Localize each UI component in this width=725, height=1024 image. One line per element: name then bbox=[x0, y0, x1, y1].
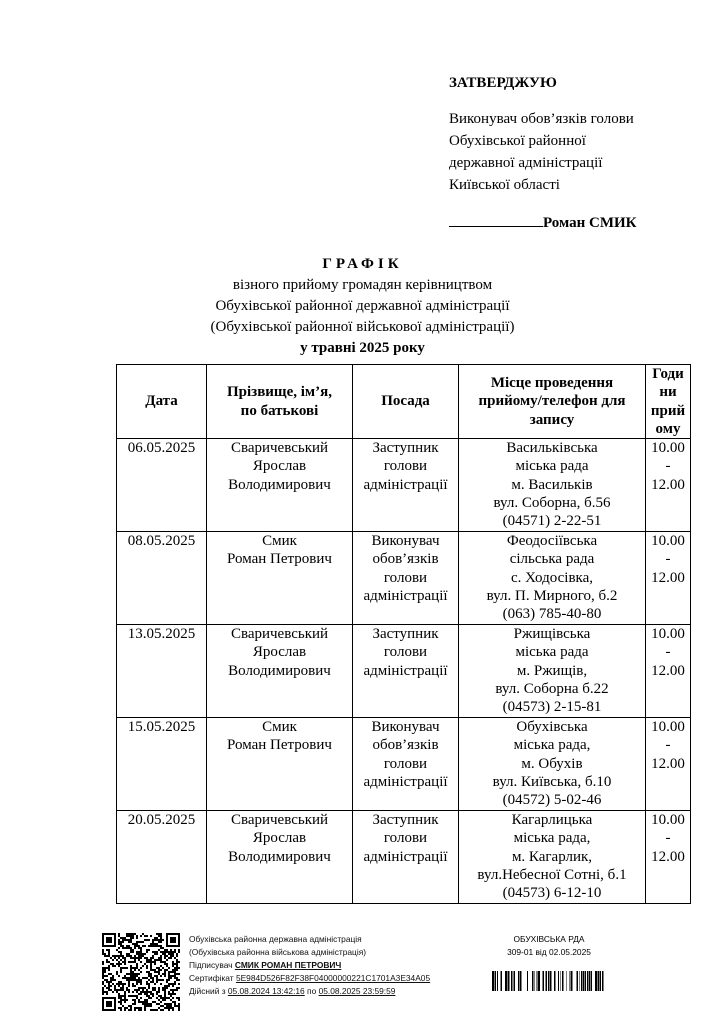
row-time-line: - bbox=[665, 458, 671, 475]
signer-label: Підписувач bbox=[189, 960, 233, 970]
row-name bbox=[207, 718, 353, 811]
row-date: 08.05.2025 bbox=[117, 532, 207, 625]
table-header-row bbox=[117, 365, 691, 439]
row-date: 06.05.2025 bbox=[117, 439, 207, 532]
row-place-line: (063) 785-40-80 bbox=[502, 606, 602, 623]
document-title: ГРАФІК bbox=[322, 256, 403, 272]
heading-line: Обухівської районної державної адміністрації bbox=[215, 298, 510, 314]
header-place bbox=[459, 365, 646, 439]
heading-period: у травні 2025 року bbox=[300, 340, 425, 356]
row-place-line: міська рада bbox=[515, 458, 589, 475]
row-time-line: 12.00 bbox=[651, 848, 685, 865]
row-place bbox=[459, 532, 646, 625]
row-position-line: голови bbox=[383, 830, 428, 847]
row-place-line: вул. Київська, б.10 bbox=[492, 774, 612, 791]
row-date: 20.05.2025 bbox=[117, 811, 207, 904]
signature-signer-line bbox=[189, 959, 430, 972]
row-position-line: адміністрації bbox=[363, 476, 448, 493]
row-place-line: (04573) 6-12-10 bbox=[502, 885, 602, 902]
row-time bbox=[646, 811, 691, 904]
row-date: 13.05.2025 bbox=[117, 625, 207, 718]
row-name-line: Володимирович bbox=[228, 662, 331, 679]
row-time-line: 10.00 bbox=[651, 533, 685, 550]
row-place bbox=[459, 811, 646, 904]
row-place bbox=[459, 625, 646, 718]
header-place-line: запису bbox=[529, 411, 575, 428]
header-place-line: Місце проведення bbox=[490, 375, 614, 392]
qr-code bbox=[102, 933, 180, 1011]
signature-cert-line bbox=[189, 972, 430, 985]
cert-label: Сертифікат bbox=[189, 973, 234, 983]
header-time-line: ни bbox=[659, 384, 677, 401]
signature-org-line: Обухівська районна державна адміністрація bbox=[189, 934, 362, 944]
signature-info bbox=[189, 933, 430, 998]
row-name-line: Володимирович bbox=[228, 476, 331, 493]
row-name-line: Володимирович bbox=[228, 848, 331, 865]
row-name-line: Сваричевський bbox=[230, 440, 329, 457]
row-name-line: Ярослав bbox=[252, 644, 307, 661]
row-position-line: адміністрації bbox=[363, 588, 448, 605]
row-position bbox=[353, 718, 459, 811]
row-time-line: 12.00 bbox=[651, 476, 685, 493]
schedule-table bbox=[116, 364, 691, 904]
registration-info bbox=[490, 933, 608, 959]
row-position bbox=[353, 811, 459, 904]
row-place bbox=[459, 718, 646, 811]
row-time-line: - bbox=[665, 737, 671, 754]
header-date: Дата bbox=[117, 365, 207, 439]
row-time-line: 12.00 bbox=[651, 755, 685, 772]
valid-label: Дійсний з bbox=[189, 986, 226, 996]
row-place-line: Обухівська bbox=[516, 719, 588, 736]
row-place-line: (04571) 2-22-51 bbox=[502, 513, 602, 530]
approval-title: ЗАТВЕРДЖУЮ bbox=[449, 75, 557, 91]
table-row bbox=[117, 625, 691, 718]
header-name-line: по батькові bbox=[240, 402, 319, 419]
row-place-line: міська рада, bbox=[513, 737, 591, 754]
row-position-line: обов’язків bbox=[372, 737, 439, 754]
row-time-line: - bbox=[665, 644, 671, 661]
cert-value: 5E984D526F82F38F04000000221C1701A3E34A05 bbox=[235, 973, 431, 983]
row-name bbox=[207, 439, 353, 532]
table-body bbox=[117, 439, 691, 904]
row-position-line: голови bbox=[383, 458, 428, 475]
table-row bbox=[117, 439, 691, 532]
row-time-line: 10.00 bbox=[651, 812, 685, 829]
row-time bbox=[646, 532, 691, 625]
row-position-line: обов’язків bbox=[372, 551, 439, 568]
row-time bbox=[646, 625, 691, 718]
row-place-line: Кагарлицька bbox=[511, 812, 593, 829]
row-place-line: сільська рада bbox=[509, 551, 595, 568]
e-signature-stamp bbox=[0, 925, 725, 1020]
valid-to-label: по bbox=[307, 986, 317, 996]
registration-org: ОБУХІВСЬКА РДА bbox=[513, 934, 585, 944]
header-time-line: ому bbox=[655, 420, 681, 437]
header-name-line: Прізвище, ім’я, bbox=[226, 384, 332, 401]
row-place-line: (04572) 5-02-46 bbox=[502, 792, 602, 809]
table-row bbox=[117, 532, 691, 625]
row-place-line: м. Васильків bbox=[511, 476, 593, 493]
row-name-line: Смик bbox=[262, 533, 297, 550]
row-place-line: вул. П. Мирного, б.2 bbox=[486, 588, 618, 605]
row-place-line: м. Кагарлик, bbox=[511, 848, 593, 865]
row-position bbox=[353, 625, 459, 718]
row-name bbox=[207, 811, 353, 904]
row-position-line: Заступник bbox=[372, 440, 439, 457]
header-position: Посада bbox=[353, 365, 459, 439]
header-time-line: прий bbox=[650, 402, 686, 419]
row-position-line: голови bbox=[383, 569, 428, 586]
approval-line: Київської області bbox=[449, 177, 560, 193]
row-place-line: м. Обухів bbox=[521, 755, 583, 772]
row-time-line: 12.00 bbox=[651, 569, 685, 586]
row-position-line: адміністрації bbox=[363, 848, 448, 865]
row-position-line: Виконувач bbox=[371, 533, 440, 550]
row-name-line: Роман Петрович bbox=[227, 551, 332, 568]
row-time-line: - bbox=[665, 830, 671, 847]
row-place-line: вул. Соборна, б.56 bbox=[493, 495, 611, 512]
header-time-line: Годи bbox=[652, 366, 684, 382]
table-row bbox=[117, 718, 691, 811]
row-time bbox=[646, 718, 691, 811]
row-place bbox=[459, 439, 646, 532]
row-time-line: 10.00 bbox=[651, 626, 685, 643]
valid-to: 05.08.2025 23:59:59 bbox=[318, 986, 396, 996]
row-name-line: Смик bbox=[262, 719, 297, 736]
heading-line: візного прийому громадян керівництвом bbox=[232, 277, 493, 293]
row-place-line: с. Ходосівка, bbox=[511, 569, 593, 586]
row-name-line: Ярослав bbox=[252, 458, 307, 475]
approval-block bbox=[449, 72, 637, 234]
row-time-line: - bbox=[665, 551, 671, 568]
approval-signature bbox=[449, 212, 637, 234]
row-place-line: міська рада, bbox=[513, 830, 591, 847]
row-position-line: голови bbox=[383, 755, 428, 772]
row-name-line: Роман Петрович bbox=[227, 737, 332, 754]
signature-line bbox=[449, 212, 543, 227]
row-name bbox=[207, 532, 353, 625]
barcode bbox=[492, 971, 608, 991]
row-place-line: Феодосіївська bbox=[506, 533, 598, 550]
row-position-line: голови bbox=[383, 644, 428, 661]
row-position bbox=[353, 439, 459, 532]
row-position bbox=[353, 532, 459, 625]
row-time-line: 10.00 bbox=[651, 440, 685, 457]
row-name-line: Сваричевський bbox=[230, 626, 329, 643]
approval-line: державної адміністрації bbox=[449, 155, 603, 171]
row-time bbox=[646, 439, 691, 532]
signature-org-line: (Обухівська районна військова адміністрація) bbox=[189, 947, 367, 957]
row-place-line: вул.Небесної Сотні, б.1 bbox=[477, 867, 627, 884]
row-time-line: 12.00 bbox=[651, 662, 685, 679]
header-name bbox=[207, 365, 353, 439]
signature-valid-line bbox=[189, 985, 430, 998]
row-name-line: Ярослав bbox=[252, 830, 307, 847]
row-position-line: адміністрації bbox=[363, 662, 448, 679]
row-name-line: Сваричевський bbox=[230, 812, 329, 829]
approval-line: Обухівської районної bbox=[449, 133, 586, 149]
row-date: 15.05.2025 bbox=[117, 718, 207, 811]
row-position-line: Виконувач bbox=[371, 719, 440, 736]
header-time bbox=[646, 365, 691, 439]
row-position-line: адміністрації bbox=[363, 774, 448, 791]
row-place-line: м. Ржищів, bbox=[516, 662, 588, 679]
signer-name: СМИК РОМАН ПЕТРОВИЧ bbox=[234, 960, 342, 970]
approval-signer: Роман СМИК bbox=[543, 215, 637, 231]
heading-line: (Обухівської районної військової адміністрації) bbox=[210, 319, 515, 335]
table-row bbox=[117, 811, 691, 904]
document-heading bbox=[0, 254, 725, 359]
row-place-line: Васильківська bbox=[506, 440, 598, 457]
row-position-line: Заступник bbox=[372, 812, 439, 829]
row-place-line: Ржищівська bbox=[513, 626, 591, 643]
header-place-line: прийому/телефон для bbox=[478, 393, 626, 410]
valid-from: 05.08.2024 13:42:16 bbox=[227, 986, 305, 996]
approval-line: Виконувач обов’язків голови bbox=[449, 111, 634, 127]
row-place-line: міська рада bbox=[515, 644, 589, 661]
row-place-line: (04573) 2-15-81 bbox=[502, 699, 602, 716]
row-position-line: Заступник bbox=[372, 626, 439, 643]
registration-number: 309-01 від 02.05.2025 bbox=[507, 947, 591, 957]
row-name bbox=[207, 625, 353, 718]
row-place-line: вул. Соборна б.22 bbox=[495, 681, 609, 698]
row-time-line: 10.00 bbox=[651, 719, 685, 736]
